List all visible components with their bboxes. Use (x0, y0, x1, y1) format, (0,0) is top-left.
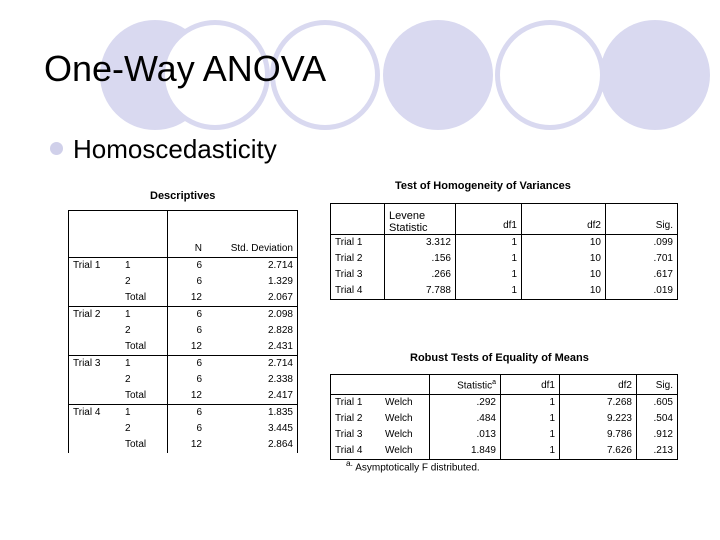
table-row (69, 274, 298, 290)
table-cell: Trial 3 (73, 358, 101, 369)
table-row (331, 411, 678, 427)
table-row (69, 388, 298, 405)
table-row (69, 339, 298, 356)
homogeneity-table (330, 203, 678, 300)
statistic-header: Statistic (457, 380, 493, 392)
table-cell: 9.223 (560, 411, 637, 427)
table-cell: 2 (121, 274, 168, 290)
table-row (69, 258, 298, 275)
header-cell: df2 (522, 204, 606, 235)
header-cell (121, 211, 168, 258)
table-cell: 2.098 (267, 309, 293, 320)
table-cell: 9.786 (560, 427, 637, 443)
header-cell (69, 211, 122, 258)
header-cell: Levene Statistic (385, 204, 456, 235)
table-cell: 3.312 (385, 235, 456, 252)
table-cell: Trial 2 (331, 251, 385, 267)
table-row (69, 290, 298, 307)
table-cell: 12 (168, 339, 207, 356)
table-cell: Welch (381, 395, 430, 412)
table-cell: 7.268 (560, 395, 637, 412)
table-cell: 2.417 (206, 388, 298, 405)
table-cell: 6 (196, 276, 202, 287)
table-row (69, 356, 298, 373)
bullet-item (50, 134, 277, 165)
table-cell: 3.445 (267, 423, 293, 434)
table-cell: 1 (121, 258, 168, 275)
table-cell: .504 (653, 413, 673, 425)
table-row (331, 283, 678, 300)
table-cell: Trial 4 (73, 407, 101, 418)
table-cell: .617 (653, 269, 673, 280)
header-cell: Sig. (606, 204, 678, 235)
table-row (69, 323, 298, 339)
table-cell: 6 (196, 358, 202, 369)
table-cell: 6 (196, 407, 202, 418)
bullet-text: Homoscedasticity (73, 134, 277, 164)
table-cell: Welch (381, 443, 430, 460)
table-cell: 12 (168, 388, 207, 405)
table-cell: 2 (121, 372, 168, 388)
table-row (331, 395, 678, 412)
table-cell: 1.835 (267, 407, 293, 418)
table-cell: 12 (168, 290, 207, 307)
table-cell: Trial 1 (331, 235, 385, 252)
table-cell: Trial 4 (335, 445, 363, 457)
table-cell: 2 (121, 421, 168, 437)
table-cell: .912 (653, 429, 673, 441)
table-cell: Trial 3 (335, 429, 363, 441)
table-cell: Welch (381, 411, 430, 427)
table-cell (69, 372, 122, 388)
table-cell: 6 (196, 423, 202, 434)
table-cell: 2.067 (206, 290, 298, 307)
table-cell: .292 (430, 395, 501, 412)
table-cell: .701 (653, 253, 673, 264)
table-cell: .484 (430, 411, 501, 427)
table-cell: .266 (385, 267, 456, 283)
table-cell: 2.338 (267, 374, 293, 385)
table-cell: 10 (522, 251, 606, 267)
table-row (331, 235, 678, 252)
table-cell: 1 (121, 405, 168, 422)
table-cell: .605 (653, 397, 673, 409)
table-cell (69, 421, 122, 437)
table-cell: 1.329 (267, 276, 293, 287)
table-cell: 10 (522, 283, 606, 300)
table-cell: 1 (501, 395, 560, 412)
table-cell: 2.828 (267, 325, 293, 336)
table-cell: 1 (121, 307, 168, 324)
table-row (69, 372, 298, 388)
robust-table (330, 374, 678, 460)
header-cell (331, 204, 385, 235)
table-cell: 1 (501, 427, 560, 443)
table-header-row (331, 204, 678, 235)
table-row (331, 267, 678, 283)
table-cell: Trial 2 (335, 413, 363, 425)
table-cell: .013 (430, 427, 501, 443)
table-cell: 2.431 (206, 339, 298, 356)
table-cell (69, 290, 122, 307)
table-row (69, 421, 298, 437)
homogeneity-title: Test of Homogeneity of Variances (395, 180, 571, 192)
table-cell: 2 (121, 323, 168, 339)
header-cell: Std. Deviation (206, 211, 298, 258)
decor-circle-6 (600, 20, 710, 130)
robust-footnote (346, 458, 480, 473)
table-cell (69, 437, 122, 453)
table-cell: .156 (385, 251, 456, 267)
table-row (331, 427, 678, 443)
table-cell: 2.714 (267, 358, 293, 369)
table-cell: Total (121, 290, 168, 307)
robust-body (331, 395, 678, 460)
table-cell (69, 323, 122, 339)
table-cell: .099 (653, 237, 673, 248)
table-cell (69, 339, 122, 356)
table-cell: 7.626 (560, 443, 637, 460)
bullet-dot-icon (50, 142, 63, 155)
table-cell: Trial 1 (335, 397, 363, 409)
homogeneity-body (331, 235, 678, 300)
table-cell: 1 (456, 251, 522, 267)
header-cell: df2 (560, 375, 637, 395)
footnote-marker: a. (346, 458, 353, 468)
table-row (69, 405, 298, 422)
table-cell: 10 (522, 235, 606, 252)
table-cell: Trial 4 (331, 283, 385, 300)
header-cell (331, 375, 382, 395)
table-cell: 6 (196, 309, 202, 320)
header-cell: N (168, 211, 207, 258)
table-cell: .019 (653, 285, 673, 296)
table-cell: Total (121, 388, 168, 405)
table-header-row (69, 211, 298, 258)
table-cell: 7.788 (385, 283, 456, 300)
robust-title: Robust Tests of Equality of Means (410, 352, 589, 364)
table-cell: 6 (196, 374, 202, 385)
table-cell: Total (121, 437, 168, 453)
table-cell: 6 (196, 325, 202, 336)
table-cell: 2.714 (267, 260, 293, 271)
table-cell: 6 (196, 260, 202, 271)
table-row (331, 251, 678, 267)
table-cell: 10 (522, 267, 606, 283)
statistic-superscript: a (492, 379, 496, 386)
footnote-text: Asymptotically F distributed. (355, 462, 480, 474)
table-cell: 1 (501, 411, 560, 427)
descriptives-table (68, 210, 298, 453)
table-cell: 1 (121, 356, 168, 373)
table-cell: 1 (456, 235, 522, 252)
page-title: One-Way ANOVA (44, 48, 327, 89)
table-cell: 1 (501, 443, 560, 460)
descriptives-body (69, 258, 298, 454)
header-cell: df1 (501, 375, 560, 395)
header-cell: Sig. (637, 375, 678, 395)
table-row (69, 437, 298, 453)
decor-circle-5 (495, 20, 605, 130)
table-cell (69, 388, 122, 405)
table-header-row (331, 375, 678, 395)
header-cell: df1 (456, 204, 522, 235)
table-cell: 1.849 (430, 443, 501, 460)
table-cell: 2.864 (267, 439, 293, 450)
table-cell: Trial 3 (331, 267, 385, 283)
table-cell: Total (121, 339, 168, 356)
table-cell: 1 (456, 267, 522, 283)
table-cell (69, 274, 122, 290)
descriptives-title: Descriptives (150, 190, 216, 202)
table-cell: Trial 1 (73, 260, 101, 271)
header-cell (430, 375, 501, 395)
table-cell: 1 (456, 283, 522, 300)
table-cell: .213 (653, 445, 673, 457)
decor-circle-4 (383, 20, 493, 130)
table-cell: Trial 2 (73, 309, 101, 320)
table-cell: 12 (190, 439, 202, 450)
table-cell: Welch (381, 427, 430, 443)
table-row (69, 307, 298, 324)
header-cell (381, 375, 430, 395)
